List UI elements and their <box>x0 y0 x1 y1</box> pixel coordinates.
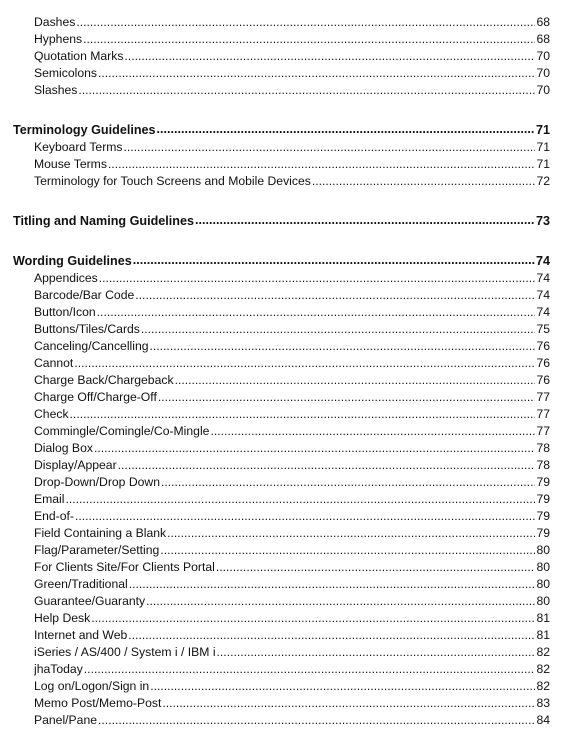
toc-entry-page: 79 <box>536 526 550 540</box>
toc-entry-page: 83 <box>536 696 550 710</box>
dot-leader <box>195 214 535 228</box>
toc-entry-label: Display/Appear <box>34 458 117 472</box>
toc-section-label: Terminology Guidelines <box>13 123 156 137</box>
toc-entry-page: 77 <box>536 390 550 404</box>
toc-entry-page: 71 <box>536 140 550 154</box>
toc-entry-page: 75 <box>536 322 550 336</box>
toc-entry-label: Button/Icon <box>34 305 96 319</box>
toc-entry-touch-screens[interactable] <box>34 171 550 188</box>
dot-leader <box>65 493 535 506</box>
toc-entry-label: Guarantee/Guaranty <box>34 594 146 608</box>
dot-leader <box>157 123 535 137</box>
toc-entry-label: End-of- <box>34 509 74 523</box>
toc-entry-label: Buttons/Tiles/Cards <box>34 322 140 336</box>
dot-leader <box>74 357 535 370</box>
toc-entry-page: 81 <box>536 611 550 625</box>
toc-entry-page: 82 <box>536 679 550 693</box>
toc-entry-label: Quotation Marks <box>34 49 124 63</box>
toc-entry-slashes[interactable] <box>34 80 550 97</box>
toc-entry-quotation-marks[interactable] <box>34 46 550 63</box>
toc-section-terminology-guidelines[interactable] <box>13 119 550 137</box>
toc-entry-charge-back[interactable] <box>34 370 550 387</box>
dot-leader <box>160 544 535 557</box>
toc-entry-page: 79 <box>536 475 550 489</box>
dot-leader <box>133 254 535 268</box>
toc-entry-label: Appendices <box>34 271 98 285</box>
toc-entry-page: 74 <box>536 288 550 302</box>
dot-leader <box>162 697 535 710</box>
dot-leader <box>83 33 535 46</box>
toc-entry-page: 77 <box>536 407 550 421</box>
toc-entry-page: 74 <box>536 305 550 319</box>
toc-entry-drop-down[interactable] <box>34 472 550 489</box>
toc-entry-page: 70 <box>536 83 550 97</box>
toc-entry-page: 68 <box>536 32 550 46</box>
toc-entry-button-icon[interactable] <box>34 302 550 319</box>
dot-leader <box>94 442 535 455</box>
toc-entry-label: Drop-Down/Drop Down <box>34 475 160 489</box>
toc-entry-page: 78 <box>536 441 550 455</box>
dot-leader <box>216 561 536 574</box>
toc-section-page: 74 <box>535 254 550 268</box>
toc-entry-cannot[interactable] <box>34 353 550 370</box>
dot-leader <box>210 425 535 438</box>
toc-entry-label: Field Containing a Blank <box>34 526 167 540</box>
toc-entry-canceling[interactable] <box>34 336 550 353</box>
toc-entry-buttons-tiles-cards[interactable] <box>34 319 550 336</box>
toc-entry-semicolons[interactable] <box>34 63 550 80</box>
toc-entry-iseries[interactable] <box>34 642 550 659</box>
toc-entry-green-traditional[interactable] <box>34 574 550 591</box>
toc-entry-page: 70 <box>536 49 550 63</box>
toc-entry-page: 82 <box>536 662 550 676</box>
toc-entry-commingle[interactable] <box>34 421 550 438</box>
toc-entry-memo-post[interactable] <box>34 693 550 710</box>
toc-entry-page: 70 <box>536 66 550 80</box>
toc-entry-page: 79 <box>536 509 550 523</box>
toc-entry-label: Flag/Parameter/Setting <box>34 543 160 557</box>
toc-entry-page: 72 <box>536 174 550 188</box>
toc-entry-dashes[interactable] <box>34 12 550 29</box>
toc-entry-internet-web[interactable] <box>34 625 550 642</box>
toc-section-titling-naming[interactable] <box>13 210 550 228</box>
dot-leader <box>118 459 536 472</box>
toc-entry-page: 79 <box>536 492 550 506</box>
toc-entry-mouse-terms[interactable] <box>34 154 550 171</box>
toc-entry-page: 68 <box>536 15 550 29</box>
dot-leader <box>312 175 536 188</box>
toc-entry-label: Terminology for Touch Screens and Mobile Devices <box>34 174 311 188</box>
toc-entry-email[interactable] <box>34 489 550 506</box>
dot-leader <box>129 578 536 591</box>
toc-entry-page: 78 <box>536 458 550 472</box>
toc-entry-panel-pane[interactable] <box>34 710 550 727</box>
toc-entry-page: 76 <box>536 356 550 370</box>
toc-entry-label: jhaToday <box>34 662 83 676</box>
toc-entry-page: 71 <box>536 157 550 171</box>
toc-entry-label: Dialog Box <box>34 441 93 455</box>
toc-section-page: 71 <box>535 123 550 137</box>
toc-entry-page: 82 <box>536 645 550 659</box>
toc-entry-dialog-box[interactable] <box>34 438 550 455</box>
toc-section-label: Titling and Naming Guidelines <box>13 214 194 228</box>
toc-entry-label: Semicolons <box>34 66 97 80</box>
toc-section-label: Wording Guidelines <box>13 254 132 268</box>
toc-entry-flag-parameter[interactable] <box>34 540 550 557</box>
dot-leader <box>217 646 536 659</box>
toc-entry-label: Check <box>34 407 69 421</box>
toc-entry-label: Green/Traditional <box>34 577 128 591</box>
toc-entry-charge-off[interactable] <box>34 387 550 404</box>
dot-leader <box>161 476 535 489</box>
toc-entry-label: Help Desk <box>34 611 91 625</box>
toc-entry-label: Commingle/Comingle/Co-Mingle <box>34 424 210 438</box>
dot-leader <box>75 510 535 523</box>
toc-entry-page: 80 <box>536 594 550 608</box>
dot-leader <box>98 714 535 727</box>
toc-entry-label: Panel/Pane <box>34 713 98 727</box>
toc-entry-hyphens[interactable] <box>34 29 550 46</box>
dot-leader <box>124 50 535 63</box>
dot-leader <box>146 595 535 608</box>
toc-entry-field-blank[interactable] <box>34 523 550 540</box>
toc-entry-label: Slashes <box>34 83 78 97</box>
toc-entry-guarantee[interactable] <box>34 591 550 608</box>
dot-leader <box>70 408 536 421</box>
dot-leader <box>97 306 536 319</box>
toc-entry-label: Cannot <box>34 356 74 370</box>
toc-entry-label: Dashes <box>34 15 76 29</box>
dot-leader <box>150 680 535 693</box>
toc-entry-keyboard-terms[interactable] <box>34 137 550 154</box>
toc-entry-page: 76 <box>536 373 550 387</box>
dot-leader <box>84 663 536 676</box>
toc-entry-page: 84 <box>536 713 550 727</box>
toc-entry-page: 80 <box>536 543 550 557</box>
toc-entry-label: Log on/Logon/Sign in <box>34 679 150 693</box>
dot-leader <box>124 141 536 154</box>
dot-leader <box>141 323 536 336</box>
toc-entry-log-on[interactable] <box>34 676 550 693</box>
toc-entry-label: iSeries / AS/400 / System i / IBM i <box>34 645 216 659</box>
toc-entry-appendices[interactable] <box>34 268 550 285</box>
toc-entry-label: Barcode/Bar Code <box>34 288 135 302</box>
toc-entry-label: Memo Post/Memo-Post <box>34 696 162 710</box>
toc-entry-label: For Clients Site/For Clients Portal <box>34 560 215 574</box>
dot-leader <box>158 391 536 404</box>
toc-entry-label: Internet and Web <box>34 628 128 642</box>
toc-entry-end-of[interactable] <box>34 506 550 523</box>
toc-entry-display-appear[interactable] <box>34 455 550 472</box>
toc-entry-label: Charge Off/Charge-Off <box>34 390 157 404</box>
dot-leader <box>76 16 535 29</box>
toc-entry-label: Keyboard Terms <box>34 140 123 154</box>
toc-entry-page: 81 <box>536 628 550 642</box>
toc-entry-label: Mouse Terms <box>34 157 107 171</box>
dot-leader <box>175 374 536 387</box>
toc-entry-label: Email <box>34 492 65 506</box>
toc-entry-for-clients[interactable] <box>34 557 550 574</box>
dot-leader <box>150 340 536 353</box>
dot-leader <box>108 158 536 171</box>
toc-entry-page: 80 <box>536 560 550 574</box>
dot-leader <box>135 289 535 302</box>
toc-entry-barcode[interactable] <box>34 285 550 302</box>
toc-entry-label: Charge Back/Chargeback <box>34 373 174 387</box>
toc-entry-check[interactable] <box>34 404 550 421</box>
toc-entry-page: 80 <box>536 577 550 591</box>
toc-entry-page: 74 <box>536 271 550 285</box>
toc-entry-page: 76 <box>536 339 550 353</box>
dot-leader <box>128 629 535 642</box>
toc-entry-label: Hyphens <box>34 32 83 46</box>
toc-entry-jhatoday[interactable] <box>34 659 550 676</box>
dot-leader <box>167 527 535 540</box>
toc-section-wording-guidelines[interactable] <box>13 250 550 268</box>
toc-entry-help-desk[interactable] <box>34 608 550 625</box>
dot-leader <box>78 84 535 97</box>
toc-section-page: 73 <box>535 214 550 228</box>
toc-entry-page: 77 <box>536 424 550 438</box>
dot-leader <box>98 67 535 80</box>
dot-leader <box>99 272 536 285</box>
dot-leader <box>91 612 535 625</box>
toc-entry-label: Canceling/Cancelling <box>34 339 149 353</box>
